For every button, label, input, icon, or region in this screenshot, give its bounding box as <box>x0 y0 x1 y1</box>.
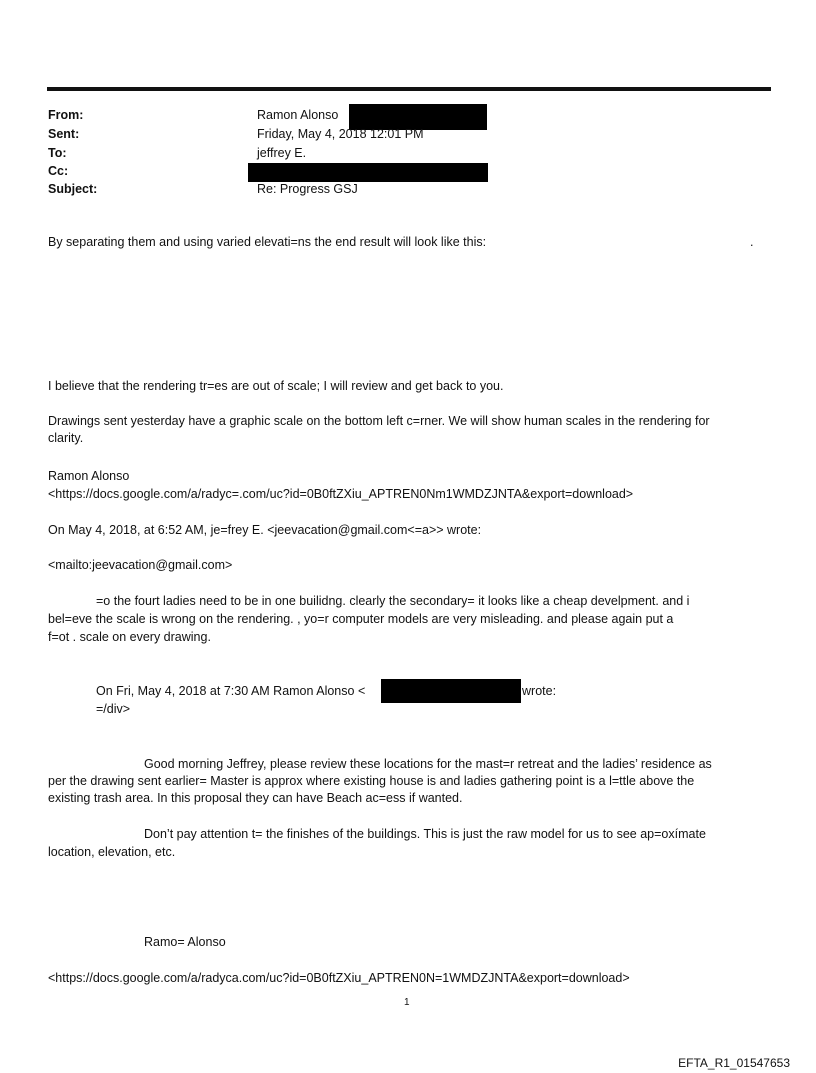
from-value: Ramon Alonso <box>257 108 339 122</box>
page-number: 1 <box>404 997 410 1008</box>
signature-name: Ramon Alonso <box>48 469 130 483</box>
nested-message-line-3: existing trash area. In this proposal they can have Beach ac=ess if wanted. <box>48 791 463 805</box>
quoted-reply-wrote: wrote: <box>522 684 557 698</box>
body-paragraph-3-line-1: Drawings sent yesterday have a graphic scale on the bottom left c=rner. We will show human scales in the rendering for <box>48 414 710 428</box>
body-paragraph-1: By separating them and using varied elevati=ns the end result will look like this: <box>48 235 487 249</box>
body-paragraph-3-line-2: clarity. <box>48 431 84 445</box>
nested-message-line-2: per the drawing sent earlier= Master is approx where existing house is and ladies gathering point is a l=ttle above the <box>48 774 695 788</box>
quoted-reply-div: =/div> <box>96 702 131 716</box>
signature-link: <https://docs.google.com/a/radyc=.com/uc?id=0B0ftZXiu_APTREN0Nm1WMDZJNTA&export=download> <box>48 487 634 501</box>
quoted-message-line-1: =o the fourt ladies need to be in one builidng. clearly the secondary= it looks like a cheap develpment. and i <box>96 594 690 608</box>
mailto-link: <mailto:jeevacation@gmail.com> <box>48 558 233 572</box>
to-label: To: <box>48 146 67 160</box>
quoted-reply-intro: On Fri, May 4, 2018 at 7:30 AM Ramon Alonso < <box>96 684 366 698</box>
body-paragraph-2: I believe that the rendering tr=es are out of scale; I will review and get back to you. <box>48 379 504 393</box>
sent-label: Sent: <box>48 127 80 141</box>
sent-value: Friday, May 4, 2018 12:01 PM <box>257 127 424 141</box>
nested-message-line-1: Good morning Jeffrey, please review these locations for the mast=r retreat and the ladies’ residence as <box>144 757 712 771</box>
quoted-message-line-2: bel=eve the scale is wrong on the rendering. , yo=r computer models are very misleading. and please again put a <box>48 612 674 626</box>
bates-number: EFTA_R1_01547653 <box>678 1056 790 1070</box>
from-label: From: <box>48 108 84 122</box>
nested-signature-link: <https://docs.google.com/a/radyca.com/uc?id=0B0ftZXiu_APTREN0N=1WMDZJNTA&export=download> <box>48 971 630 985</box>
quote-intro: On May 4, 2018, at 6:52 AM, je=frey E. <jeevacation@gmail.com<=a>> wrote: <box>48 523 482 537</box>
nested-message-2-line-2: location, elevation, etc. <box>48 845 176 859</box>
nested-signature-name: Ramo= Alonso <box>144 935 226 949</box>
body-paragraph-1-dot: . <box>750 235 754 249</box>
cc-label: Cc: <box>48 164 69 178</box>
to-value: jeffrey E. <box>257 146 307 160</box>
quoted-message-line-3: f=ot . scale on every drawing. <box>48 630 211 644</box>
subject-label: Subject: <box>48 182 98 196</box>
subject-value: Re: Progress GSJ <box>257 182 358 196</box>
nested-message-2-line-1: Don’t pay attention t= the finishes of the buildings. This is just the raw model for us to see ap=oxímate <box>144 827 706 841</box>
redaction-cc <box>248 163 488 182</box>
redaction-quoted-email <box>381 679 521 703</box>
header-rule <box>47 87 771 91</box>
